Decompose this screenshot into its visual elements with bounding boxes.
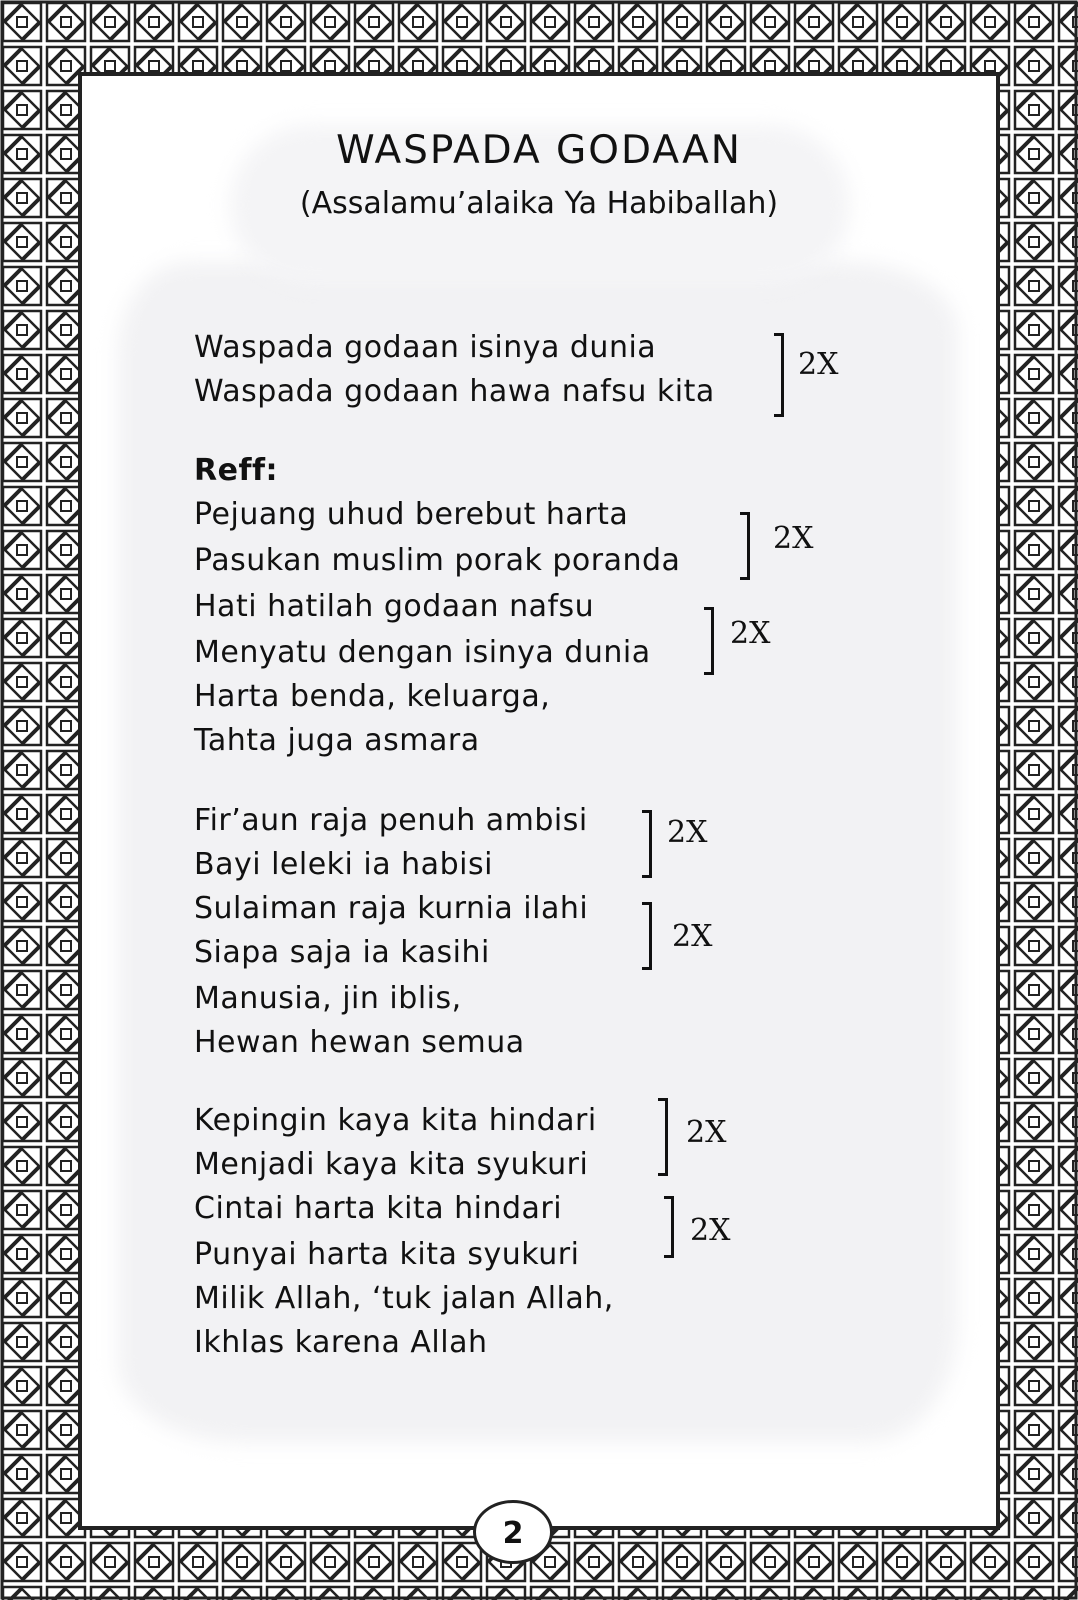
lyric-line: Punyai harta kita syukuri	[194, 1237, 580, 1272]
repeat-bracket	[664, 1196, 674, 1258]
lyric-line: Hewan hewan semua	[194, 1025, 525, 1060]
repeat-marker: 2X	[667, 815, 708, 850]
lyric-line: Ikhlas karena Allah	[194, 1325, 488, 1360]
lyric-line: Hati hatilah godaan nafsu	[194, 589, 595, 624]
repeat-bracket	[774, 333, 784, 417]
repeat-marker: 2X	[798, 347, 839, 382]
repeat-bracket	[704, 607, 714, 675]
lyric-line: Harta benda, keluarga,	[194, 679, 551, 714]
lyric-line: Tahta juga asmara	[194, 723, 480, 758]
lyric-line: Siapa saja ia kasihi	[194, 935, 490, 970]
lyric-line: Sulaiman raja kurnia ilahi	[194, 891, 589, 926]
repeat-bracket	[642, 810, 652, 878]
lyric-line: Milik Allah, ‘tuk jalan Allah,	[194, 1281, 614, 1316]
page-number: 2	[473, 1500, 553, 1564]
lyric-line: Waspada godaan isinya dunia	[194, 330, 657, 365]
lyric-line: Kepingin kaya kita hindari	[194, 1103, 597, 1138]
lyric-line: Menyatu dengan isinya dunia	[194, 635, 651, 670]
repeat-marker: 2X	[686, 1115, 727, 1150]
lyric-line: Manusia, jin iblis,	[194, 981, 462, 1016]
reff-label: Reff:	[194, 453, 279, 488]
repeat-bracket	[658, 1098, 668, 1176]
lyric-line: Menjadi kaya kita syukuri	[194, 1147, 589, 1182]
song-title: WASPADA GODAAN	[336, 128, 742, 173]
lyric-line: Cintai harta kita hindari	[194, 1191, 563, 1226]
lyric-line: Fir’aun raja penuh ambisi	[194, 803, 588, 838]
repeat-marker: 2X	[773, 521, 814, 556]
lyric-line: Waspada godaan hawa nafsu kita	[194, 374, 715, 409]
repeat-marker: 2X	[730, 616, 771, 651]
repeat-bracket	[642, 902, 652, 970]
song-subtitle: (Assalamu’alaika Ya Habiballah)	[299, 186, 779, 221]
lyric-line: Bayi leleki ia habisi	[194, 847, 493, 882]
repeat-marker: 2X	[690, 1213, 731, 1248]
repeat-bracket	[740, 512, 750, 580]
lyric-line: Pejuang uhud berebut harta	[194, 497, 629, 532]
repeat-marker: 2X	[672, 919, 713, 954]
lyric-line: Pasukan muslim porak poranda	[194, 543, 681, 578]
